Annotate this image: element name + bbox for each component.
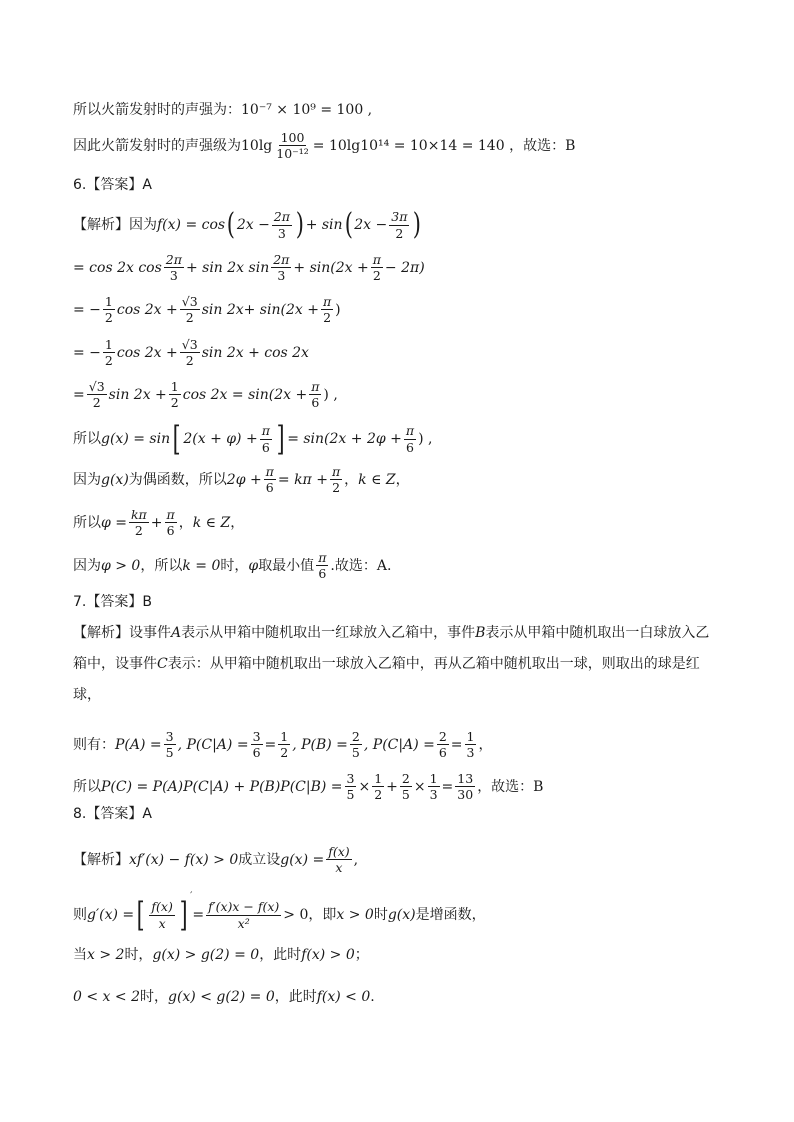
q7-line-1: [73, 626, 709, 640]
q6-line-5: [73, 380, 338, 409]
math-expr: cos 2x +: [116, 301, 178, 318]
denominator: 6: [261, 439, 270, 455]
text: 成立设: [238, 851, 281, 868]
paren-open: (: [344, 207, 353, 242]
math-expr: = −: [73, 344, 101, 361]
q8-line-2: [73, 891, 486, 935]
prime-mark: ′: [190, 891, 193, 902]
math-expr: g′(x) =: [87, 907, 135, 923]
numerator: 3: [252, 729, 261, 744]
fraction: [180, 295, 200, 324]
denominator: 2: [395, 225, 404, 241]
q8-line-1: [73, 845, 358, 874]
math-expr: f(x) > 0: [301, 947, 355, 963]
text: 时，: [220, 557, 249, 574]
numerator: √3: [181, 337, 198, 352]
q6-answer: [73, 178, 152, 192]
paren-close: ): [295, 207, 304, 242]
bracket-close: ]: [179, 895, 188, 935]
denominator: 6: [265, 480, 274, 496]
text: ，故选：B: [477, 778, 544, 795]
numerator: π: [265, 464, 274, 479]
answer-heading: 8.【答案】A: [73, 806, 152, 822]
text: 所以: [73, 431, 101, 447]
math-expr: + sin(2x +: [293, 259, 369, 276]
numerator: 2: [401, 771, 410, 786]
numerator: π: [261, 423, 270, 439]
denominator: 2: [134, 523, 143, 539]
text: 所以火箭发射时的声强为：: [73, 102, 241, 118]
q7-answer: [73, 595, 152, 609]
q6-line-2: [73, 253, 425, 282]
fraction: [251, 730, 263, 759]
numerator: 3: [346, 771, 355, 786]
text: ，: [344, 471, 359, 488]
numerator: 2π: [273, 209, 290, 225]
text: 是增函数，: [415, 907, 486, 923]
numerator: 100: [280, 130, 305, 145]
denominator: 6: [252, 745, 261, 761]
q8-answer: [73, 807, 152, 821]
math-expr: xf′(x) − f(x) > 0: [129, 851, 239, 868]
math-expr: 2x −: [354, 217, 388, 233]
denominator: 10⁻¹²: [276, 146, 309, 162]
denominator: 6: [311, 395, 320, 411]
denominator: 2: [372, 268, 381, 284]
math-expr: A: [171, 625, 182, 641]
numerator: 1: [170, 379, 179, 394]
text: 因为: [73, 557, 101, 574]
math-expr: P(C) = P(A)P(C|A) + P(B)P(C|B) =: [101, 778, 343, 795]
numerator: 1: [429, 771, 438, 786]
q8-line-3: [73, 948, 369, 962]
numerator: 2: [438, 729, 447, 744]
math-expr: sin 2x: [201, 301, 244, 318]
text: 时: [373, 907, 388, 923]
text: 球，: [73, 687, 101, 703]
numerator: f(x): [328, 844, 350, 859]
math-expr: x > 0: [336, 907, 374, 923]
text: 因此火箭发射时的声强级为: [73, 137, 241, 154]
denominator: 5: [401, 787, 410, 803]
math-expr: f(x) < 0: [316, 989, 371, 1005]
numerator: 1: [466, 729, 475, 744]
math-expr: +: [386, 778, 398, 795]
paren-open: (: [226, 207, 236, 242]
denominator: 3: [429, 787, 438, 803]
q6-line-1: [73, 207, 423, 242]
math-expr: g(x): [387, 907, 416, 923]
fraction: [465, 730, 477, 759]
numerator: 2π: [165, 252, 182, 267]
fraction: [309, 380, 321, 409]
fraction: [164, 253, 184, 282]
text: ，: [178, 514, 193, 531]
math-expr: = cos 2x cos: [73, 259, 162, 276]
denominator: 2: [104, 310, 113, 326]
math-expr: g(x): [101, 471, 129, 488]
numerator: 3π: [391, 209, 408, 225]
text: ，所以: [140, 557, 183, 574]
math-expr: k = 0: [182, 557, 221, 574]
math-expr: +: [150, 514, 163, 531]
q6-line-6: [73, 419, 433, 459]
math-expr: + sin: [305, 217, 343, 233]
math-expr: sin 2x +: [108, 386, 167, 403]
answer-heading: 6.【答案】A: [73, 177, 152, 193]
numerator: f′(x)x − f(x): [208, 899, 280, 915]
denominator: 6: [318, 566, 327, 582]
math-expr: > 0: [283, 907, 309, 923]
denominator: 5: [351, 745, 360, 761]
math-expr: =: [450, 736, 463, 753]
math-expr: φ: [248, 557, 259, 574]
denominator: 2: [323, 310, 332, 326]
text: 则: [73, 907, 87, 923]
fraction: [400, 772, 412, 801]
text: 表示从甲箱中随机取出一白球放入乙: [485, 625, 710, 641]
math-expr: C: [157, 656, 168, 672]
math-expr: ) ,: [323, 386, 338, 403]
math-expr: k ∈ Z: [192, 514, 231, 531]
text: 当: [73, 947, 87, 963]
text: 表示：从甲箱中随机取出一球放入乙箱中，再从乙箱中随机取出一球，则取出的球是红: [167, 656, 700, 672]
math-expr: φ > 0: [101, 557, 141, 574]
math-expr: , P(B) =: [292, 736, 348, 753]
math-expr: = 10lg10¹⁴ = 10×14 = 140 ，故选：B: [312, 137, 576, 154]
q6-line-4: [73, 338, 309, 367]
bracket-open: [: [172, 419, 181, 459]
numerator: 1: [280, 729, 289, 744]
math-expr: x > 2: [87, 947, 125, 963]
numerator: kπ: [130, 507, 147, 522]
text: ，此时: [274, 989, 317, 1005]
text: ，: [230, 514, 245, 531]
numerator: 13: [457, 771, 474, 786]
fraction: [260, 424, 272, 453]
text: ；: [354, 947, 369, 963]
numerator: π: [372, 252, 381, 267]
math-expr: =: [441, 778, 454, 795]
q7-line-4: [73, 730, 492, 759]
fraction: [455, 772, 475, 801]
math-expr: = kπ +: [277, 471, 328, 488]
math-expr: = sin(2x + 2φ +: [287, 431, 402, 447]
denominator: 6: [405, 439, 414, 455]
denominator: 2: [280, 745, 289, 761]
denominator: 5: [165, 745, 174, 761]
numerator: f(x): [151, 899, 173, 915]
analysis-label: 【解析】: [73, 851, 129, 868]
text: 时，: [124, 947, 153, 963]
denominator: x: [158, 915, 166, 931]
fraction: [372, 772, 384, 801]
denominator: 2: [332, 480, 341, 496]
text: 因为: [73, 471, 101, 488]
math-expr: g(x) > g(2) = 0: [152, 947, 260, 963]
numerator: √3: [181, 294, 198, 309]
denominator: 3: [277, 225, 286, 241]
math-expr: 10lg: [241, 137, 273, 154]
math-expr: ×: [358, 778, 371, 795]
math-expr: sin 2x + cos 2x: [201, 344, 309, 361]
bracket-open: [: [136, 895, 145, 935]
fraction: [321, 295, 333, 324]
math-expr: 2x −: [236, 217, 270, 233]
text: 箱中，设事件: [73, 656, 157, 672]
text: .: [370, 989, 375, 1005]
text: ，即: [308, 907, 337, 923]
text: 表示从甲箱中随机取出一红球放入乙箱中，事件: [181, 625, 476, 641]
fraction: [206, 900, 281, 929]
q6-line-7: [73, 465, 410, 494]
fraction: [345, 772, 357, 801]
denominator: 2: [170, 395, 179, 411]
sound-intensity-line: [73, 103, 372, 117]
text: 取最小值: [258, 557, 315, 574]
math-expr: φ =: [101, 514, 127, 531]
text: 所以: [73, 778, 101, 795]
math-expr: , P(C|A) =: [177, 736, 249, 753]
fraction: [428, 772, 440, 801]
numerator: 2π: [273, 252, 290, 267]
math-expr: =: [73, 386, 85, 403]
fraction: [330, 465, 342, 494]
fraction: [274, 131, 311, 160]
q7-line-5: [73, 772, 543, 801]
denominator: 2: [374, 787, 383, 803]
answer-heading: 7.【答案】B: [73, 594, 152, 610]
fraction: [316, 551, 328, 580]
math-expr: + sin(2x +: [243, 301, 319, 318]
text: ，此时: [259, 947, 302, 963]
math-expr: , P(C|A) =: [363, 736, 435, 753]
math-expr: ×: [413, 778, 426, 795]
text: ，: [478, 736, 493, 753]
math-expr: 2φ +: [226, 471, 262, 488]
numerator: 1: [104, 337, 113, 352]
fraction: [326, 845, 351, 874]
fraction: [371, 253, 383, 282]
denominator: 3: [277, 268, 286, 284]
denominator: 2: [185, 353, 194, 369]
math-expr: g(x) < g(2) = 0: [167, 989, 275, 1005]
text: 时，: [139, 989, 168, 1005]
fraction: [103, 295, 115, 324]
q7-line-3: [73, 688, 101, 702]
denominator: 3: [169, 268, 178, 284]
fraction: [165, 508, 177, 537]
fraction: [149, 900, 174, 929]
fraction: [164, 730, 176, 759]
q6-line-8: [73, 508, 244, 537]
text: .故选：A.: [330, 557, 392, 574]
math-expr: cos 2x = sin(2x +: [182, 386, 308, 403]
text: 所以: [73, 514, 101, 531]
q6-line-3: [73, 295, 341, 324]
math-expr: ) ,: [418, 431, 433, 447]
denominator: 2: [185, 310, 194, 326]
text: 【解析】设事件: [73, 625, 171, 641]
math-expr: k ∈ Z: [358, 471, 396, 488]
text: 为偶函数，所以: [128, 471, 227, 488]
fraction: [169, 380, 181, 409]
numerator: √3: [88, 379, 105, 394]
text: ,: [353, 851, 359, 868]
q6-line-9: [73, 551, 391, 580]
denominator: x: [335, 860, 343, 876]
denominator: 5: [346, 787, 355, 803]
fraction: [87, 380, 107, 409]
text: ，: [395, 471, 410, 488]
math-expr: g(x) =: [280, 851, 325, 868]
fraction: [180, 338, 200, 367]
math-expr: cos 2x +: [116, 344, 178, 361]
bracket-close: ]: [276, 419, 285, 459]
fraction: [272, 210, 292, 239]
math-expr: B: [475, 625, 486, 641]
numerator: 1: [104, 294, 113, 309]
numerator: π: [311, 379, 320, 394]
math-expr: 10⁻⁷ × 10⁹ = 100 ,: [241, 102, 373, 118]
numerator: π: [405, 423, 415, 439]
denominator: 3: [466, 745, 475, 761]
fraction: [437, 730, 449, 759]
fraction: [350, 730, 362, 759]
fraction: [404, 424, 416, 453]
math-expr: 0 < x < 2: [73, 989, 140, 1005]
math-expr: 2(x + φ) +: [183, 431, 258, 447]
fraction: [264, 465, 276, 494]
analysis-label: 【解析】因为: [73, 217, 157, 233]
math-expr: f(x) = cos: [157, 217, 226, 233]
fraction: [103, 338, 115, 367]
denominator: 6: [166, 523, 175, 539]
fraction: [278, 730, 290, 759]
fraction: [129, 508, 149, 537]
math-expr: =: [264, 736, 277, 753]
fraction: [389, 210, 409, 239]
fraction: [271, 253, 291, 282]
denominator: 6: [438, 745, 447, 761]
sound-level-line: [73, 131, 575, 160]
numerator: π: [318, 550, 327, 565]
numerator: π: [166, 507, 175, 522]
q8-line-4: [73, 990, 375, 1004]
math-expr: g(x) = sin: [101, 431, 171, 447]
math-expr: = −: [73, 301, 101, 318]
text: 则有：: [73, 736, 115, 753]
math-expr: + sin 2x sin: [185, 259, 270, 276]
q7-line-2: [73, 657, 700, 671]
math-expr: ): [335, 301, 341, 318]
numerator: 3: [165, 729, 174, 744]
math-expr: − 2π): [384, 259, 425, 276]
math-expr: P(A) =: [115, 736, 162, 753]
denominator: 2: [92, 395, 101, 411]
numerator: 1: [374, 771, 383, 786]
paren-close: ): [413, 207, 422, 242]
math-expr: =: [192, 907, 205, 923]
numerator: π: [322, 294, 332, 309]
denominator: 30: [457, 787, 474, 803]
numerator: 2: [351, 729, 360, 744]
numerator: π: [331, 464, 341, 479]
denominator: x²: [237, 915, 250, 931]
denominator: 2: [104, 353, 113, 369]
